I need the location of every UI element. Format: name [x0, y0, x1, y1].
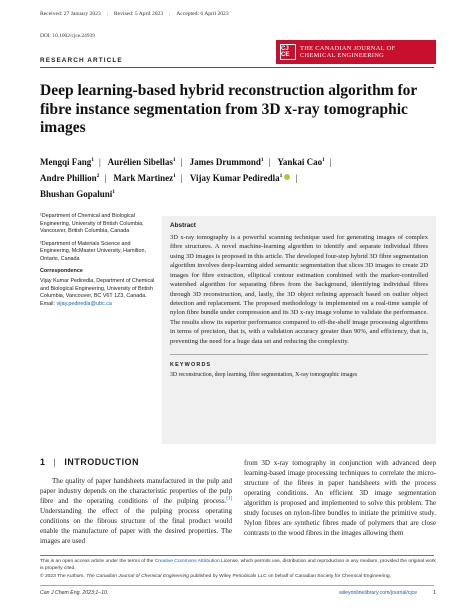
author[interactable]: James Drummond$^1$	[189, 157, 264, 167]
author[interactable]: Aurélien Sibellas$^1$	[107, 157, 176, 167]
journal-name	[300, 45, 395, 59]
correspondence-heading: Correspondence	[40, 268, 83, 275]
separator: |	[106, 11, 108, 17]
article-title: Deep learning-based hybrid reconstruction algorithm for fibre instance segmentation from 3D x-ray tomographic images	[40, 82, 418, 137]
section-title: INTRODUCTION	[64, 457, 140, 467]
license-line-2: © 2023 The Authors. The Canadian Journal of Chemical Engineering published by Wiley Periodicals LLC on behalf of Canadian Society for Chemical Engineering.	[40, 573, 391, 579]
abstract-text: 3D x-ray tomography is a powerful scanning technique used for generating images of complex fibre structures. A novel machine-learning algorithm to identify and separate individual fibres using 3D images is proposed in this article. The developed four-step hybrid 3D fibre segmentation algorithm involves deep-learning aided semantic segmentation that slices 3D images to create 2D images for fibre extraction, elliptical contour estimation combined with the marker-controlled watershed algorithm for separating fibres from the background, identifying individual fibres through 3D reconstruction, and, lastly, the 3D object refining approach based on outlier object detection and replacement. The proposed methodology is implemented on a real-time sample of nylon fibre bundle under compression and its 3D x-ray image volume to validate the performance. The results show its superior performance compared to off-the-shelf image processing algorithms in terms of precision, that is, with a validation accuracy greater than 90%, and efficiency, that is, preventing the need for a huge data set and reducing the complexity.	[170, 234, 428, 345]
article-type: RESEARCH ARTICLE	[40, 57, 123, 64]
keywords-text: 3D reconstruction, deep learning, fibre segmentation, X-ray tomographic images	[170, 372, 358, 379]
abstract-box	[162, 216, 436, 444]
page-number: 1	[433, 590, 436, 596]
section-number: 1	[40, 457, 46, 467]
author[interactable]: Yankai Cao$^1$	[277, 157, 325, 167]
author[interactable]: Mengqi Fang$^1$	[40, 157, 95, 167]
journal-name-line1: THE CANADIAN JOURNAL OF	[300, 44, 396, 52]
received-date: Received: 27 January 2023	[40, 11, 101, 17]
cc-license-link[interactable]: Creative Commons Attribution	[154, 559, 220, 564]
license-note	[40, 558, 440, 580]
separator: |	[169, 11, 171, 17]
section-heading	[40, 457, 139, 467]
divider	[40, 67, 434, 68]
keywords-heading: KEYWORDS	[170, 362, 212, 369]
email-link[interactable]: vijay.pediredla@ubc.ca	[56, 300, 112, 307]
revised-date: Revised: 5 April 2023	[113, 11, 164, 17]
divider	[40, 585, 434, 586]
page-footer	[40, 590, 436, 596]
author[interactable]: Andre Phillion$^2$	[40, 172, 100, 183]
author-list: Mengqi Fang$^1$ | Aurélien Sibellas$^1$ | James Drummond$^1$ | Yankai Cao$^1$ | Andre Phillion$^2$ | Mark Martinez$^1$ | Vijay Kumar Pediredla$^1$ | Bhushan Gopaluni$^1$	[40, 157, 332, 199]
author[interactable]: Mark Martinez$^1$	[113, 172, 176, 183]
citation: Can J Chem Eng. 2023;1–10.	[40, 590, 109, 596]
correspondence-text: Vijay Kumar Pediredla, Department of Chemical and Biological Engineering, University of British Columbia, Vancouver, BC V6T 1Z3, Canada. Email: vijay.pediredla@ubc.ca	[40, 277, 155, 307]
journal-logo-icon: CJ CE	[280, 44, 296, 60]
affiliations	[40, 213, 158, 313]
author[interactable]: Vijay Kumar Pediredla$^1$	[190, 173, 291, 183]
author[interactable]: Bhushan Gopaluni$^1$	[40, 188, 116, 199]
intro-column-right: from 3D x-ray tomography in conjunction with advanced deep learning-based image processing techniques to correlate the micro-structure of the fibres in paper handsheets with the process operating conditions. An efficient 3D image segmentation algorithm is proposed and implemented to solve this problem. The study focuses on nylon-fibre bundles to initiate the primitive study. Nylon fibres are synthetic fibres made of polymers that are close contrasts to the wood fibres in the images allowing them	[244, 459, 436, 537]
license-line-1: This is an open access article under the terms of the Creative Commons Attribution License, which permits use, distribution and reproduction in any medium, provided the original work is properly cited.	[40, 559, 436, 572]
affiliation-1: ¹Department of Chemical and Biological Engineering, University of British Columbia, Vancouver, British Columbia, Canada	[40, 213, 144, 235]
abstract-heading: Abstract	[170, 222, 196, 229]
journal-name-line2: CHEMICAL ENGINEERING	[300, 52, 385, 59]
intro-column-left: The quality of paper handsheets manufactured in the pulp and paper industry depends on the characteristic properties of the pulp fibre and the operating conditions of the pulping process.[1] Understanding the effect of the pulping process operating conditions on the fibrous structure of the final product would enable the manufacture of paper with the desired properties. The images are used	[40, 477, 232, 545]
divider	[40, 555, 434, 556]
keywords-section	[170, 354, 428, 378]
publication-dates	[40, 11, 229, 17]
separator: |	[53, 457, 57, 467]
journal-banner[interactable]	[276, 40, 436, 64]
orcid-icon[interactable]	[284, 174, 290, 180]
citation-link[interactable]: [1]	[226, 496, 232, 502]
doi[interactable]: DOI: 10.1002/cjce.24939	[40, 33, 95, 39]
affiliation-2: ²Department of Materials Science and Engineering, McMaster University, Hamilton, Ontario, Canada	[40, 240, 146, 262]
journal-url-link[interactable]: wileyonlinelibrary.com/journal/cjce	[339, 590, 418, 596]
accepted-date: Accepted: 6 April 2023	[176, 11, 229, 17]
